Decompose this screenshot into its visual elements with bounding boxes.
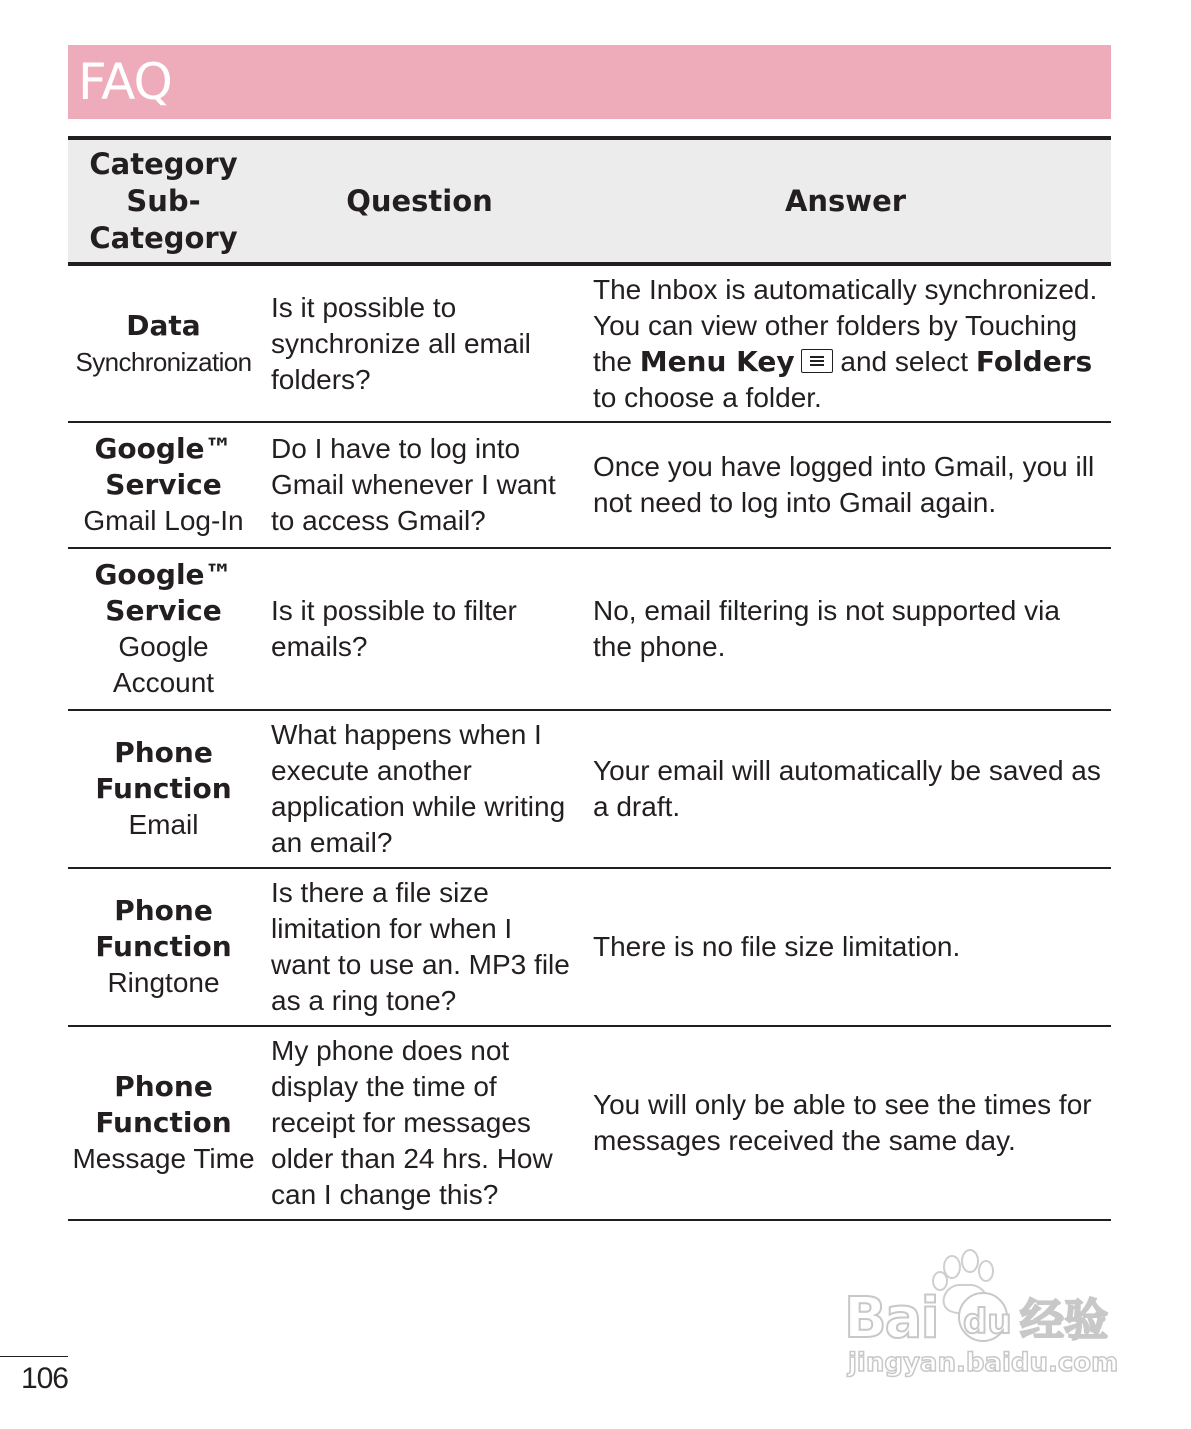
category-cell <box>68 1026 259 1220</box>
question-cell: My phone does not display the time of receipt for messages older than 24 hrs. How can I change this? <box>271 1035 553 1210</box>
page-title: FAQ <box>78 53 172 111</box>
category: Data <box>126 308 201 342</box>
page-number <box>0 1356 68 1397</box>
category-cell <box>68 868 259 1026</box>
subcategory: Message Time <box>72 1143 255 1174</box>
menu-key-label: Menu Key <box>639 344 795 378</box>
header-category <box>68 138 259 264</box>
subcategory: Synchronization <box>75 346 252 377</box>
answer-cell: No, email filtering is not supported via the phone. <box>593 595 1060 662</box>
faq-banner <box>68 45 1111 119</box>
menu-key-icon <box>801 349 833 373</box>
category: Google™ Service <box>94 558 233 627</box>
table-row <box>68 710 1111 868</box>
category: Phone Function <box>95 1070 232 1139</box>
table-row <box>68 422 1111 548</box>
subcategory: Gmail Log-In <box>83 505 244 536</box>
answer-text-suffix: to choose a folder. <box>593 381 822 413</box>
folders-label: Folders <box>975 344 1093 378</box>
category: Phone Function <box>95 736 232 805</box>
table-row <box>68 548 1111 710</box>
header-question: Question <box>346 184 493 218</box>
question-cell: Is there a file size limitation for when I want to use an. MP3 file as a ring tone? <box>271 877 570 1016</box>
category-cell <box>68 422 259 548</box>
category-cell <box>68 548 259 710</box>
subcategory: Google Account <box>112 631 215 698</box>
svg-text:du: du <box>963 1302 1012 1342</box>
subcategory: Ringtone <box>107 967 220 998</box>
svg-text:jingyan.baidu.com: jingyan.baidu.com <box>848 1348 1119 1378</box>
header-category-line1: Category <box>89 146 238 181</box>
category-cell <box>68 710 259 868</box>
question-cell: Is it possible to filter emails? <box>271 595 517 662</box>
table-header-row <box>68 138 1111 264</box>
header-category-line2: Sub- <box>126 183 201 218</box>
subcategory: Email <box>128 809 199 840</box>
faq-table <box>68 136 1111 1221</box>
answer-cell: There is no file size limitation. <box>593 931 961 962</box>
page-number-text: 106 <box>20 1362 68 1395</box>
question-cell: Do I have to log into Gmail whenever I want to access Gmail? <box>271 433 556 536</box>
answer-cell <box>580 264 1111 422</box>
category-cell <box>68 264 259 422</box>
answer-text-prefix: The Inbox is automatically synchronized. You can view other folders by Touching the <box>593 273 1098 377</box>
question-cell: Is it possible to synchronize all email folders? <box>271 291 531 395</box>
answer-cell: Once you have logged into Gmail, you ill not need to log into Gmail again. <box>593 451 1095 518</box>
category: Phone Function <box>95 894 232 963</box>
category: Google™ Service <box>94 432 233 501</box>
answer-cell: You will only be able to see the times for messages received the same day. <box>593 1089 1092 1156</box>
answer-text-middle: and select <box>832 345 976 377</box>
baidu-logo-icon <box>840 1245 1130 1385</box>
header-category-line3: Category <box>89 220 238 255</box>
table-row <box>68 264 1111 422</box>
table-row <box>68 868 1111 1026</box>
svg-text:经验: 经验 <box>1020 1295 1108 1346</box>
answer-cell: Your email will automatically be saved as a draft. <box>593 755 1101 822</box>
header-answer: Answer <box>784 184 907 218</box>
baidu-watermark <box>840 1245 1130 1385</box>
table-row <box>68 1026 1111 1220</box>
question-cell: What happens when I execute another application while writing an email? <box>271 719 566 858</box>
svg-text:Bai: Bai <box>844 1286 938 1351</box>
